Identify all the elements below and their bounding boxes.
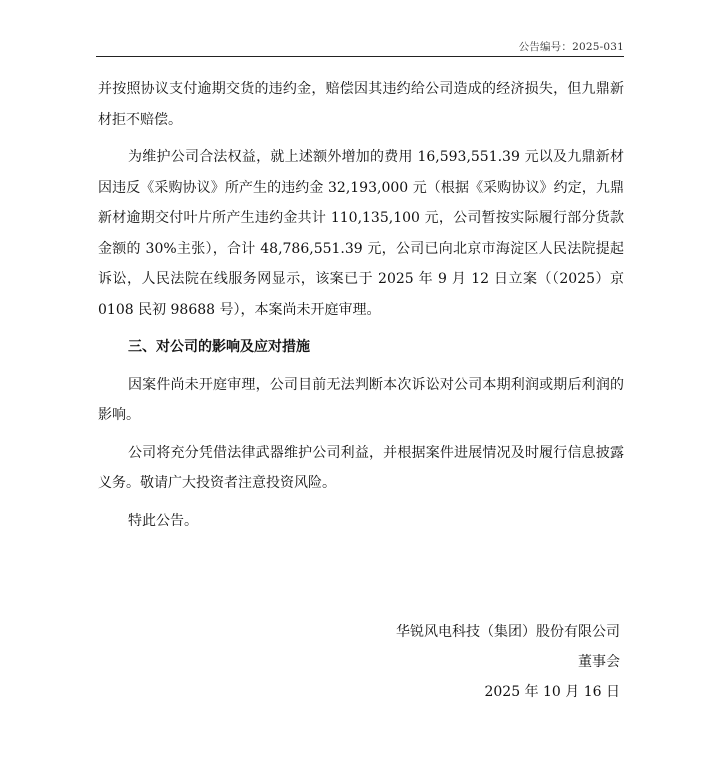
signature-board: 董事会 bbox=[578, 654, 620, 670]
announcement-code: 公告编号：2025-031 bbox=[518, 41, 624, 53]
paragraph-impact: 因案件尚未开庭审理，公司目前无法判断本次诉讼对公司本期利润或期后利润的影响。 bbox=[98, 376, 624, 423]
header-divider bbox=[96, 56, 624, 57]
paragraph-closing: 特此公告。 bbox=[128, 512, 198, 529]
paragraph-continued: 并按照协议支付逾期交货的违约金，赔偿因其违约给公司造成的经济损失，但九鼎新材拒不赔偿。 bbox=[98, 81, 624, 128]
signature-block bbox=[396, 617, 620, 707]
document-body bbox=[98, 74, 624, 543]
paragraph-claim: 为维护公司合法权益，就上述额外增加的费用 16,593,551.39 元以及九鼎新材因违反《采购协议》所产生的违约金 32,193,000 元（根据《采购协议》约定，九鼎新材逾期交付叶片所产生违约金共计 110,135,100 元，公司暂按实际履行部分货款金额的 30%主张），合计 48,786,551.39 元，公司已向北京市海淀区人民法院提起诉讼，人民法院在线服务网显示，该案已于 2025 年 9 月 12 日立案（（2025）京 0108 民初 98688 号），本案尚未开庭审理。 bbox=[98, 149, 624, 318]
signature-date: 2025 年 10 月 16 日 bbox=[484, 684, 620, 700]
section-heading-impact: 三、对公司的影响及应对措施 bbox=[128, 339, 310, 355]
signature-company: 华锐风电科技（集团）股份有限公司 bbox=[396, 624, 620, 640]
paragraph-measures: 公司将充分凭借法律武器维护公司利益，并根据案件进展情况及时履行信息披露义务。敬请广大投资者注意投资风险。 bbox=[98, 444, 624, 491]
